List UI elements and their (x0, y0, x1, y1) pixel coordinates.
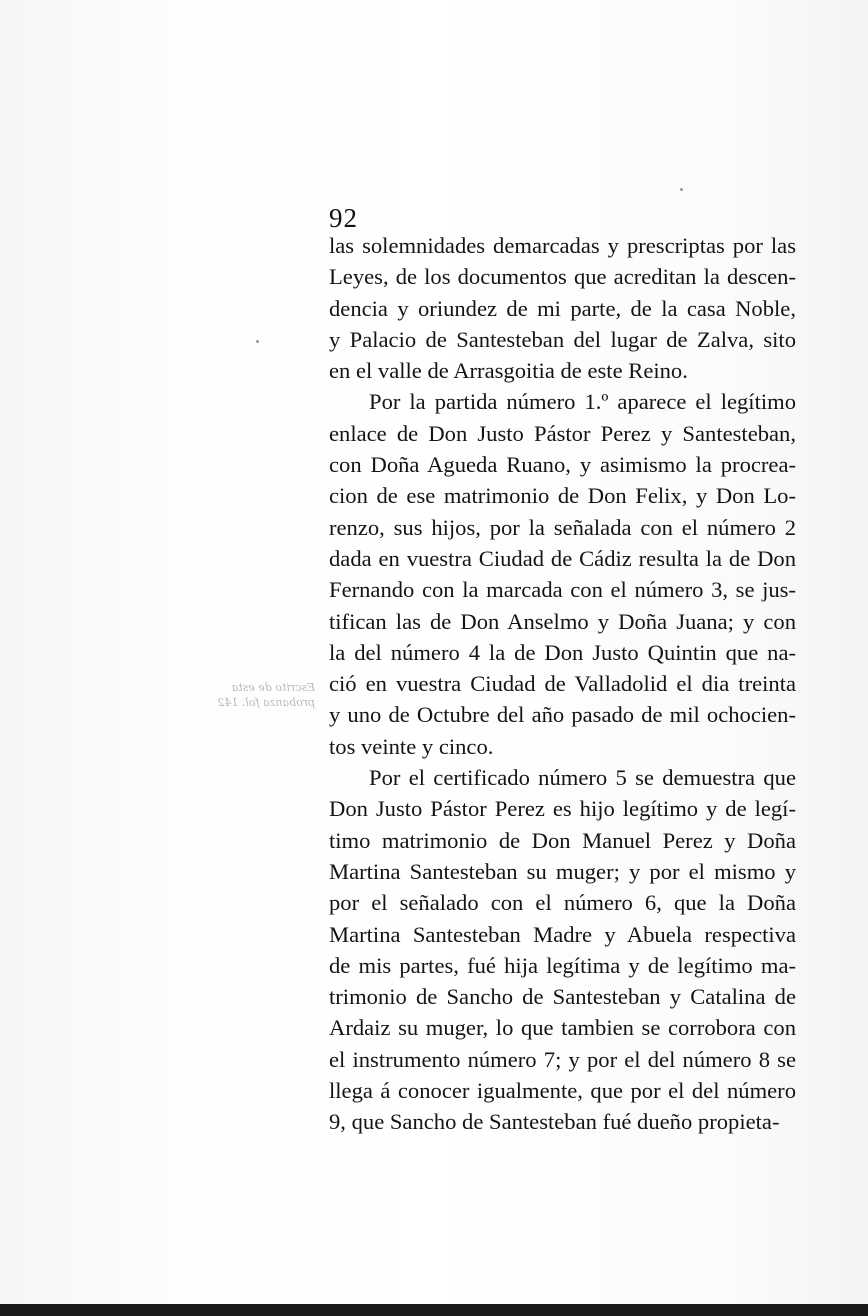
text-line: con Doña Agueda Ruano, y asimismo la procrea- (329, 452, 796, 478)
text-line: cion de ese matrimonio de Don Felix, y Don Lo- (329, 483, 796, 509)
page-number: 92 (329, 203, 358, 233)
text-line: Don Justo Pástor Perez es hijo legítimo y de legí- (329, 796, 796, 822)
margin-note-show-through (205, 680, 315, 710)
text-line: y Palacio de Santesteban del lugar de Zalva, sito (329, 326, 796, 352)
text-line: la del número 4 la de Don Justo Quintin que na- (329, 639, 796, 665)
text-line: en el valle de Arrasgoitia de este Reino. (329, 358, 688, 384)
text-line: Leyes, de los documentos que acreditan la descen- (329, 264, 796, 290)
text-line: trimonio de Sancho de Santesteban y Catalina de (329, 984, 796, 1010)
ink-speck (256, 340, 259, 343)
text-line: Martina Santesteban su muger; y por el mismo y (329, 858, 796, 884)
text-line: dencia y oriundez de mi parte, de la casa Noble, (329, 295, 796, 321)
text-line: por el señalado con el número 6, que la Doña (329, 890, 796, 916)
text-line: llega á conocer igualmente, que por el del número (329, 1078, 796, 1104)
text-line: Ardaiz su muger, lo que tambien se corrobora con (329, 1015, 796, 1041)
text-line: Por la partida número 1.º aparece el legítimo (369, 389, 796, 415)
text-line: las solemnidades demarcadas y prescriptas por las (329, 233, 796, 258)
text-line: tifican las de Don Anselmo y Doña Juana; y con (329, 608, 796, 634)
body-text (329, 230, 796, 1138)
text-line: de mis partes, fué hija legítima y de legítimo ma- (329, 952, 796, 978)
margin-note-line: Escrito de esta (231, 681, 315, 694)
margin-note-line: probanza fol. 142 (217, 696, 315, 709)
text-line: timo matrimonio de Don Manuel Perez y Doña (329, 827, 796, 853)
text-line: Martina Santesteban Madre y Abuela respectiva (329, 921, 796, 947)
text-line: enlace de Don Justo Pástor Perez y Santesteban, (329, 420, 796, 446)
text-line: el instrumento número 7; y por el del número 8 se (329, 1046, 796, 1072)
text-line: Fernando con la marcada con el número 3, se jus- (329, 577, 796, 603)
scan-bottom-edge (0, 1304, 868, 1316)
text-line: 9, que Sancho de Santesteban fué dueño propieta- (329, 1109, 780, 1135)
text-line: tos veinte y cinco. (329, 733, 494, 759)
ink-speck (680, 188, 683, 191)
text-line: dada en vuestra Ciudad de Cádiz resulta la de Don (329, 545, 796, 571)
text-line: renzo, sus hijos, por la señalada con el número 2 (329, 514, 796, 540)
text-line: Por el certificado número 5 se demuestra que (369, 765, 796, 791)
text-line: ció en vuestra Ciudad de Valladolid el dia treinta (329, 671, 796, 697)
text-line: y uno de Octubre del año pasado de mil ochocien- (329, 702, 796, 728)
